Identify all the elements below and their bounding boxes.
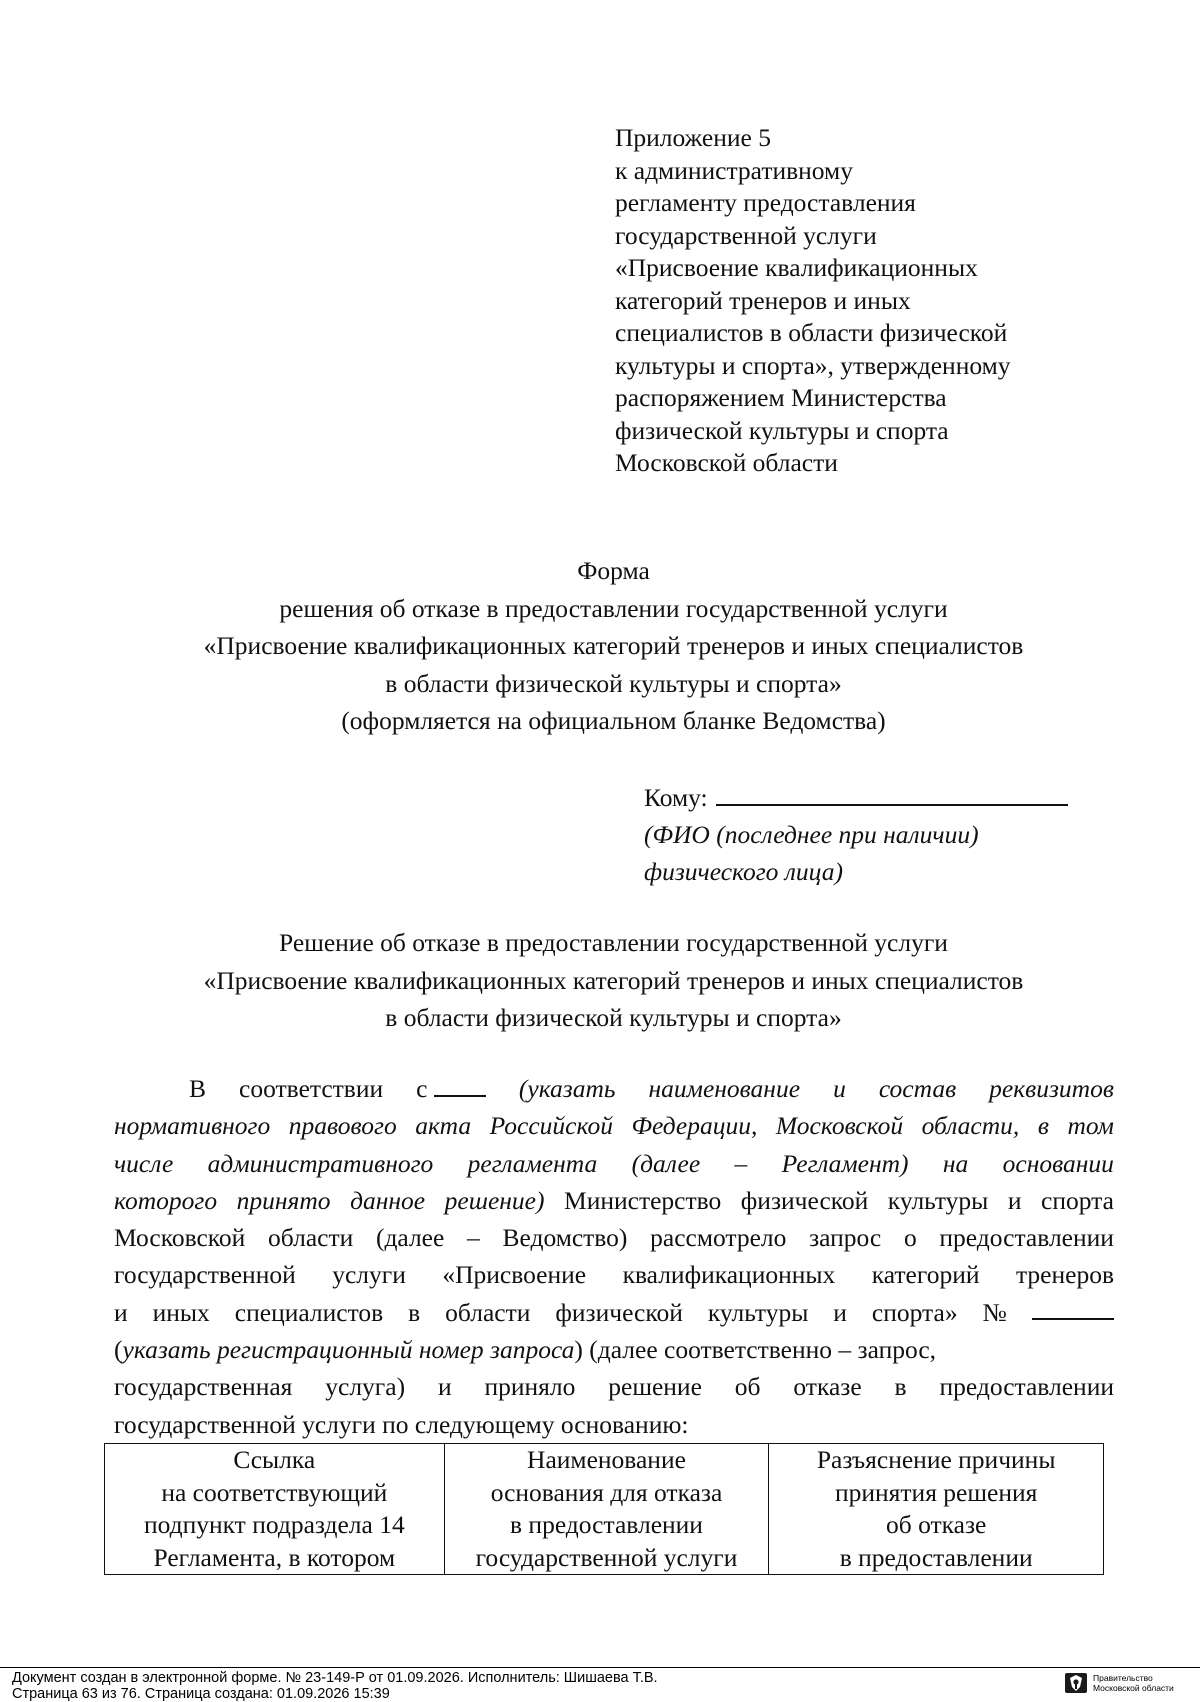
body-word: в [894, 1372, 907, 1402]
header-line: подпункт подраздела 14 [143, 1510, 405, 1539]
header-line: принятия решения [834, 1477, 1038, 1507]
body-word: акта [415, 1111, 472, 1141]
body-word: культуры [707, 1297, 809, 1327]
table-header-cell [769, 1444, 1104, 1575]
decision-body [114, 1070, 1114, 1443]
annex-line: Московской области [615, 448, 838, 477]
body-word: «Присвоение [442, 1260, 587, 1290]
annex-block [615, 122, 1135, 480]
body-word: и [833, 1297, 847, 1327]
body-word: услуга) [325, 1372, 406, 1402]
annex-line: к административному [615, 155, 853, 185]
body-word: о [903, 1223, 917, 1253]
body-word: государственной [114, 1260, 296, 1290]
body-word: решение [608, 1372, 702, 1402]
header-line: государственной услуги [475, 1542, 738, 1572]
footer-divider [0, 1667, 1200, 1668]
body-word: том [1067, 1111, 1114, 1141]
body-word: предоставлении [939, 1223, 1114, 1253]
form-title-line: «Присвоение квалификационных категорий тренеров и иных специалистов [203, 631, 1024, 660]
body-text: ( [114, 1335, 123, 1365]
header-line: Ссылка [233, 1445, 316, 1474]
header-line: об отказе [885, 1510, 987, 1539]
table-header-cell [444, 1444, 769, 1575]
annex-line: категорий тренеров и иных [615, 285, 911, 315]
body-word: и [437, 1372, 452, 1402]
header-line: в предоставлении [510, 1510, 703, 1539]
body-word: Министерство [564, 1185, 722, 1215]
header-line: Регламента, в котором [153, 1542, 396, 1572]
body-word: наименование [648, 1074, 801, 1103]
logo-text-line: Правительство [1093, 1673, 1153, 1683]
body-word: В [189, 1074, 207, 1103]
decision-title-line: в области физической культуры и спорта» [385, 1003, 842, 1032]
body-line [114, 1182, 1114, 1219]
body-line [114, 1294, 1114, 1331]
body-word: (далее [631, 1148, 701, 1178]
header-line: Наименование [527, 1445, 686, 1474]
body-word: об [734, 1372, 761, 1402]
body-word: в [1037, 1111, 1049, 1141]
body-line [114, 1368, 1114, 1405]
table-header-row [105, 1444, 1104, 1575]
body-word: числе [114, 1148, 174, 1178]
form-title-line: Форма [577, 556, 650, 585]
coat-of-arms-icon [1064, 1672, 1088, 1694]
body-line [114, 1256, 1114, 1293]
body-line [114, 1331, 1114, 1368]
body-word: услуги [332, 1260, 406, 1290]
body-word: и [114, 1297, 128, 1327]
body-word: специалистов [234, 1297, 384, 1327]
body-word: области [445, 1297, 531, 1327]
body-word: регламента [467, 1148, 598, 1178]
body-word: приняло [484, 1372, 576, 1402]
addressee-blank-line [716, 778, 1068, 806]
body-word: (далее [375, 1223, 445, 1253]
addressee-block [644, 778, 1068, 890]
addressee-hint: (ФИО (последнее при наличии) [644, 820, 979, 849]
body-line [114, 1107, 1114, 1144]
body-word: – [467, 1223, 480, 1253]
annex-line: Приложение 5 [615, 123, 771, 152]
body-word: культуры [887, 1185, 989, 1215]
body-word: и [833, 1074, 846, 1103]
grounds-table [104, 1443, 1104, 1575]
form-title [0, 552, 1200, 740]
body-text: с [416, 1074, 428, 1103]
body-word: Российской [489, 1111, 613, 1141]
annex-line: «Присвоение квалификационных [615, 253, 978, 282]
document-footer [12, 1670, 658, 1702]
form-title-line: (оформляется на официальном бланке Ведомства) [341, 706, 886, 735]
footer-line: Страница 63 из 76. Страница создана: 01.09.2026 15:39 [12, 1686, 390, 1702]
body-word: (указать [518, 1074, 616, 1103]
body-word: данное [350, 1185, 426, 1215]
body-word: спорта [1041, 1185, 1114, 1215]
annex-line: распоряжением Министерства [615, 383, 947, 412]
body-word: иных [152, 1297, 210, 1327]
body-word: и [1007, 1185, 1022, 1215]
decision-title [0, 924, 1200, 1037]
form-title-line: решения об отказе в предоставлении государственной услуги [279, 593, 948, 623]
body-word: Федерации, [631, 1111, 758, 1141]
body-word: государственная [114, 1372, 293, 1402]
body-word: которого [114, 1185, 218, 1215]
body-word: запрос [809, 1223, 882, 1253]
header-line: в предоставлении [839, 1542, 1033, 1572]
body-word: правового [288, 1111, 397, 1141]
body-word: физической [740, 1185, 869, 1215]
annex-line: физической культуры и спорта [615, 415, 949, 445]
regulation-blank-line [434, 1071, 486, 1097]
body-word: квалификационных [622, 1260, 836, 1290]
body-word: спорта» [871, 1297, 958, 1327]
body-word: Ведомство) [502, 1223, 628, 1253]
body-word: основании [1002, 1148, 1114, 1178]
body-word: области, [921, 1111, 1020, 1141]
footer-line: Документ создан в электронной форме. № 23-149-Р от 01.09.2026. Исполнитель: Шишаева Т.В. [12, 1670, 658, 1686]
body-word: тренеров [1015, 1260, 1114, 1290]
annex-line: специалистов в области физической [615, 318, 1008, 347]
body-line [114, 1145, 1114, 1182]
body-word: принято [236, 1185, 331, 1215]
body-word: решение) [444, 1185, 545, 1215]
header-line: на соответствующий [161, 1477, 388, 1507]
body-word: области [268, 1223, 354, 1253]
body-word: – [734, 1148, 748, 1178]
body-word: состав [878, 1074, 957, 1103]
body-word: Московской [114, 1223, 246, 1253]
table-header-cell [105, 1444, 445, 1575]
body-line [114, 1406, 1114, 1443]
body-italic: указать регистрационный номер запроса [122, 1335, 575, 1365]
addressee-label: Кому: [644, 783, 708, 812]
logo-text-line: Московской области [1093, 1683, 1174, 1693]
body-line [114, 1219, 1114, 1256]
addressee-hint: физического лица) [644, 857, 843, 886]
form-title-line: в области физической культуры и спорта» [385, 668, 842, 698]
government-logo [1064, 1672, 1174, 1694]
body-text: ) (далее соответственно – запрос, [574, 1335, 937, 1365]
body-text: государственной услуги по следующему основанию: [114, 1409, 689, 1439]
annex-line: культуры и спорта», утвержденному [615, 350, 1011, 380]
body-word: рассмотрело [650, 1223, 787, 1253]
decision-title-line: «Присвоение квалификационных категорий тренеров и иных специалистов [203, 965, 1024, 995]
annex-line: государственной услуги [615, 220, 877, 250]
body-word: административного [207, 1148, 434, 1178]
body-word: физической [555, 1297, 683, 1327]
body-line [114, 1070, 1114, 1107]
body-word: отказе [793, 1372, 862, 1402]
body-word: нормативного [114, 1111, 271, 1141]
body-word: соответствии [239, 1074, 384, 1103]
body-word: категорий [871, 1260, 980, 1290]
body-word: реквизитов [989, 1074, 1114, 1103]
header-line: Разъяснение причины [816, 1445, 1056, 1474]
annex-line: регламенту предоставления [615, 188, 916, 217]
header-line: основания для отказа [490, 1477, 723, 1507]
body-word: на [942, 1148, 969, 1178]
body-word: Регламент) [781, 1148, 909, 1178]
request-number-blank-line [1032, 1294, 1114, 1320]
body-word: Московской [775, 1111, 904, 1141]
body-word: предоставлении [939, 1372, 1114, 1402]
decision-title-line: Решение об отказе в предоставлении государственной услуги [279, 928, 948, 957]
body-word: в [408, 1297, 421, 1327]
body-word: № [982, 1297, 1007, 1327]
